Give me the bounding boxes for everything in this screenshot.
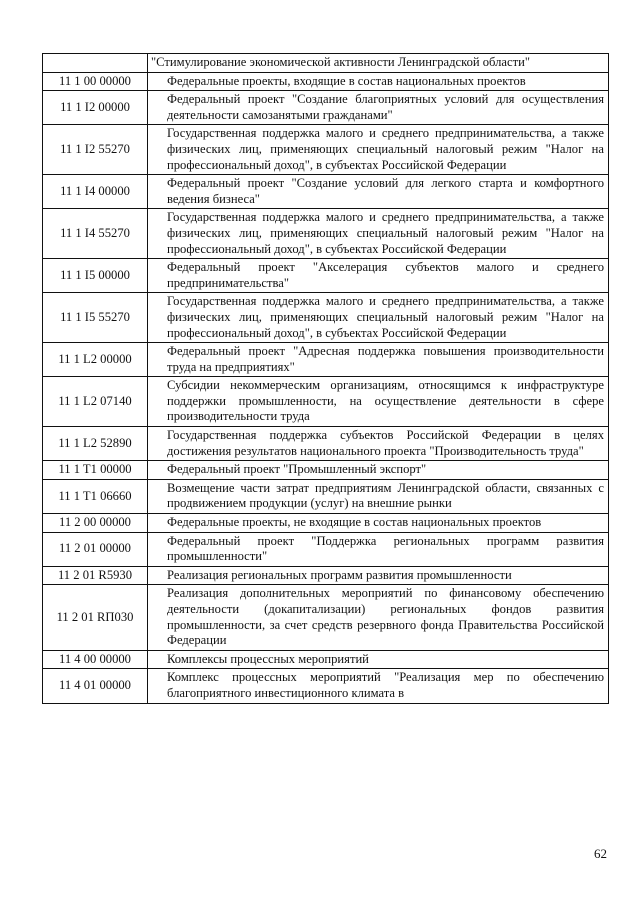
row-name <box>148 125 609 175</box>
row-name-text: Государственная поддержка малого и среднего предпринимательства, а также физических лиц, применяющих специальный налоговый режим "Налог на профессиональный доход", в субъектах Российской Федерации <box>167 210 604 256</box>
row-name <box>148 566 609 585</box>
row-code: 11 1 L2 07140 <box>43 377 148 427</box>
table-row <box>43 461 609 480</box>
row-name-text: Федеральный проект "Промышленный экспорт" <box>167 462 427 477</box>
row-name <box>148 91 609 125</box>
row-code: 11 1 I4 00000 <box>43 175 148 209</box>
row-code: 11 2 00 00000 <box>43 514 148 533</box>
row-name <box>148 532 609 566</box>
budget-codes-table <box>42 53 609 704</box>
row-name <box>148 479 609 513</box>
row-name-text: Государственная поддержка малого и среднего предпринимательства, а также физических лиц, применяющих специальный налоговый режим "Налог на профессиональный доход", в субъектах Российской Федерации <box>167 126 604 172</box>
page-number: 62 <box>594 846 607 861</box>
table-row <box>43 209 609 259</box>
row-name-text: Федеральный проект "Создание условий для легкого старта и комфортного ведения бизнеса" <box>167 176 604 206</box>
row-name <box>148 585 609 650</box>
table-row <box>43 125 609 175</box>
row-code: 11 1 L2 52890 <box>43 427 148 461</box>
row-code: 11 2 01 RП030 <box>43 585 148 650</box>
table-row <box>43 175 609 209</box>
row-code: 11 2 01 00000 <box>43 532 148 566</box>
table-row <box>43 532 609 566</box>
table-row <box>43 514 609 533</box>
row-name-text: "Стимулирование экономической активности Ленинградской области" <box>151 55 530 69</box>
row-code: 11 4 01 00000 <box>43 669 148 703</box>
row-code: 11 1 T1 06660 <box>43 479 148 513</box>
row-code: 11 1 I5 00000 <box>43 259 148 293</box>
row-name-text: Федеральный проект "Адресная поддержка повышения производительности труда на предприятиях" <box>167 344 604 374</box>
row-code: 11 1 T1 00000 <box>43 461 148 480</box>
table-row <box>43 91 609 125</box>
row-code: 11 1 00 00000 <box>43 72 148 91</box>
row-code: 11 2 01 R5930 <box>43 566 148 585</box>
row-name-text: Комплекс процессных мероприятий "Реализация мер по обеспечению благоприятного инвестиционного климата в <box>167 670 604 700</box>
row-name-text: Реализация дополнительных мероприятий по финансовому обеспечению деятельности (докапитализации) региональных фондов развития промышленности, за счет средств резервного фонда Правительства Российской Федерации <box>167 586 604 648</box>
row-name-text: Субсидии некоммерческим организациям, относящимся к инфраструктуре поддержки промышленности, на осуществление деятельности в сфере производительности труда <box>167 378 604 424</box>
table-row <box>43 72 609 91</box>
row-code: 11 1 I2 00000 <box>43 91 148 125</box>
row-code: 11 1 I5 55270 <box>43 293 148 343</box>
table-row <box>43 293 609 343</box>
row-name <box>148 259 609 293</box>
table-row <box>43 585 609 650</box>
row-name <box>148 514 609 533</box>
row-name <box>148 209 609 259</box>
row-code: 11 1 I2 55270 <box>43 125 148 175</box>
table-row <box>43 650 609 669</box>
row-code: 11 4 00 00000 <box>43 650 148 669</box>
row-name <box>148 669 609 703</box>
table-row <box>43 669 609 703</box>
table-row <box>43 377 609 427</box>
row-code: 11 1 L2 00000 <box>43 343 148 377</box>
row-name-text: Федеральные проекты, не входящие в состав национальных проектов <box>167 515 542 530</box>
table-body <box>43 54 609 704</box>
row-code: 11 1 I4 55270 <box>43 209 148 259</box>
row-name-text: Комплексы процессных мероприятий <box>167 651 369 666</box>
row-name <box>148 72 609 91</box>
table-row <box>43 427 609 461</box>
row-name <box>148 461 609 480</box>
table-row <box>43 343 609 377</box>
row-name <box>148 293 609 343</box>
row-name <box>148 650 609 669</box>
row-name <box>148 175 609 209</box>
table-row <box>43 259 609 293</box>
table-row <box>43 566 609 585</box>
row-name <box>148 343 609 377</box>
row-name <box>148 377 609 427</box>
row-name-text: Возмещение части затрат предприятиям Ленинградской области, связанных с продвижением продукции (услуг) на внешние рынки <box>167 480 604 511</box>
row-name <box>148 427 609 461</box>
row-name-text: Государственная поддержка субъектов Российской Федерации в целях достижения результатов национального проекта "Производительность труда" <box>167 428 604 458</box>
row-name-text: Федеральный проект "Поддержка региональных программ развития промышленности" <box>167 533 604 564</box>
row-code <box>43 54 148 73</box>
row-name <box>148 54 609 73</box>
table-row <box>43 54 609 73</box>
row-name-text: Государственная поддержка малого и среднего предпринимательства, а также физических лиц, применяющих специальный налоговый режим "Налог на профессиональный доход", в субъектах Российской Федерации <box>167 294 604 340</box>
row-name-text: Федеральные проекты, входящие в состав национальных проектов <box>167 73 526 88</box>
table-row <box>43 479 609 513</box>
row-name-text: Федеральный проект "Акселерация субъектов малого и среднего предпринимательства" <box>167 260 604 290</box>
row-name-text: Реализация региональных программ развития промышленности <box>167 567 512 582</box>
row-name-text: Федеральный проект "Создание благоприятных условий для осуществления деятельности самозанятыми гражданами" <box>167 92 604 122</box>
